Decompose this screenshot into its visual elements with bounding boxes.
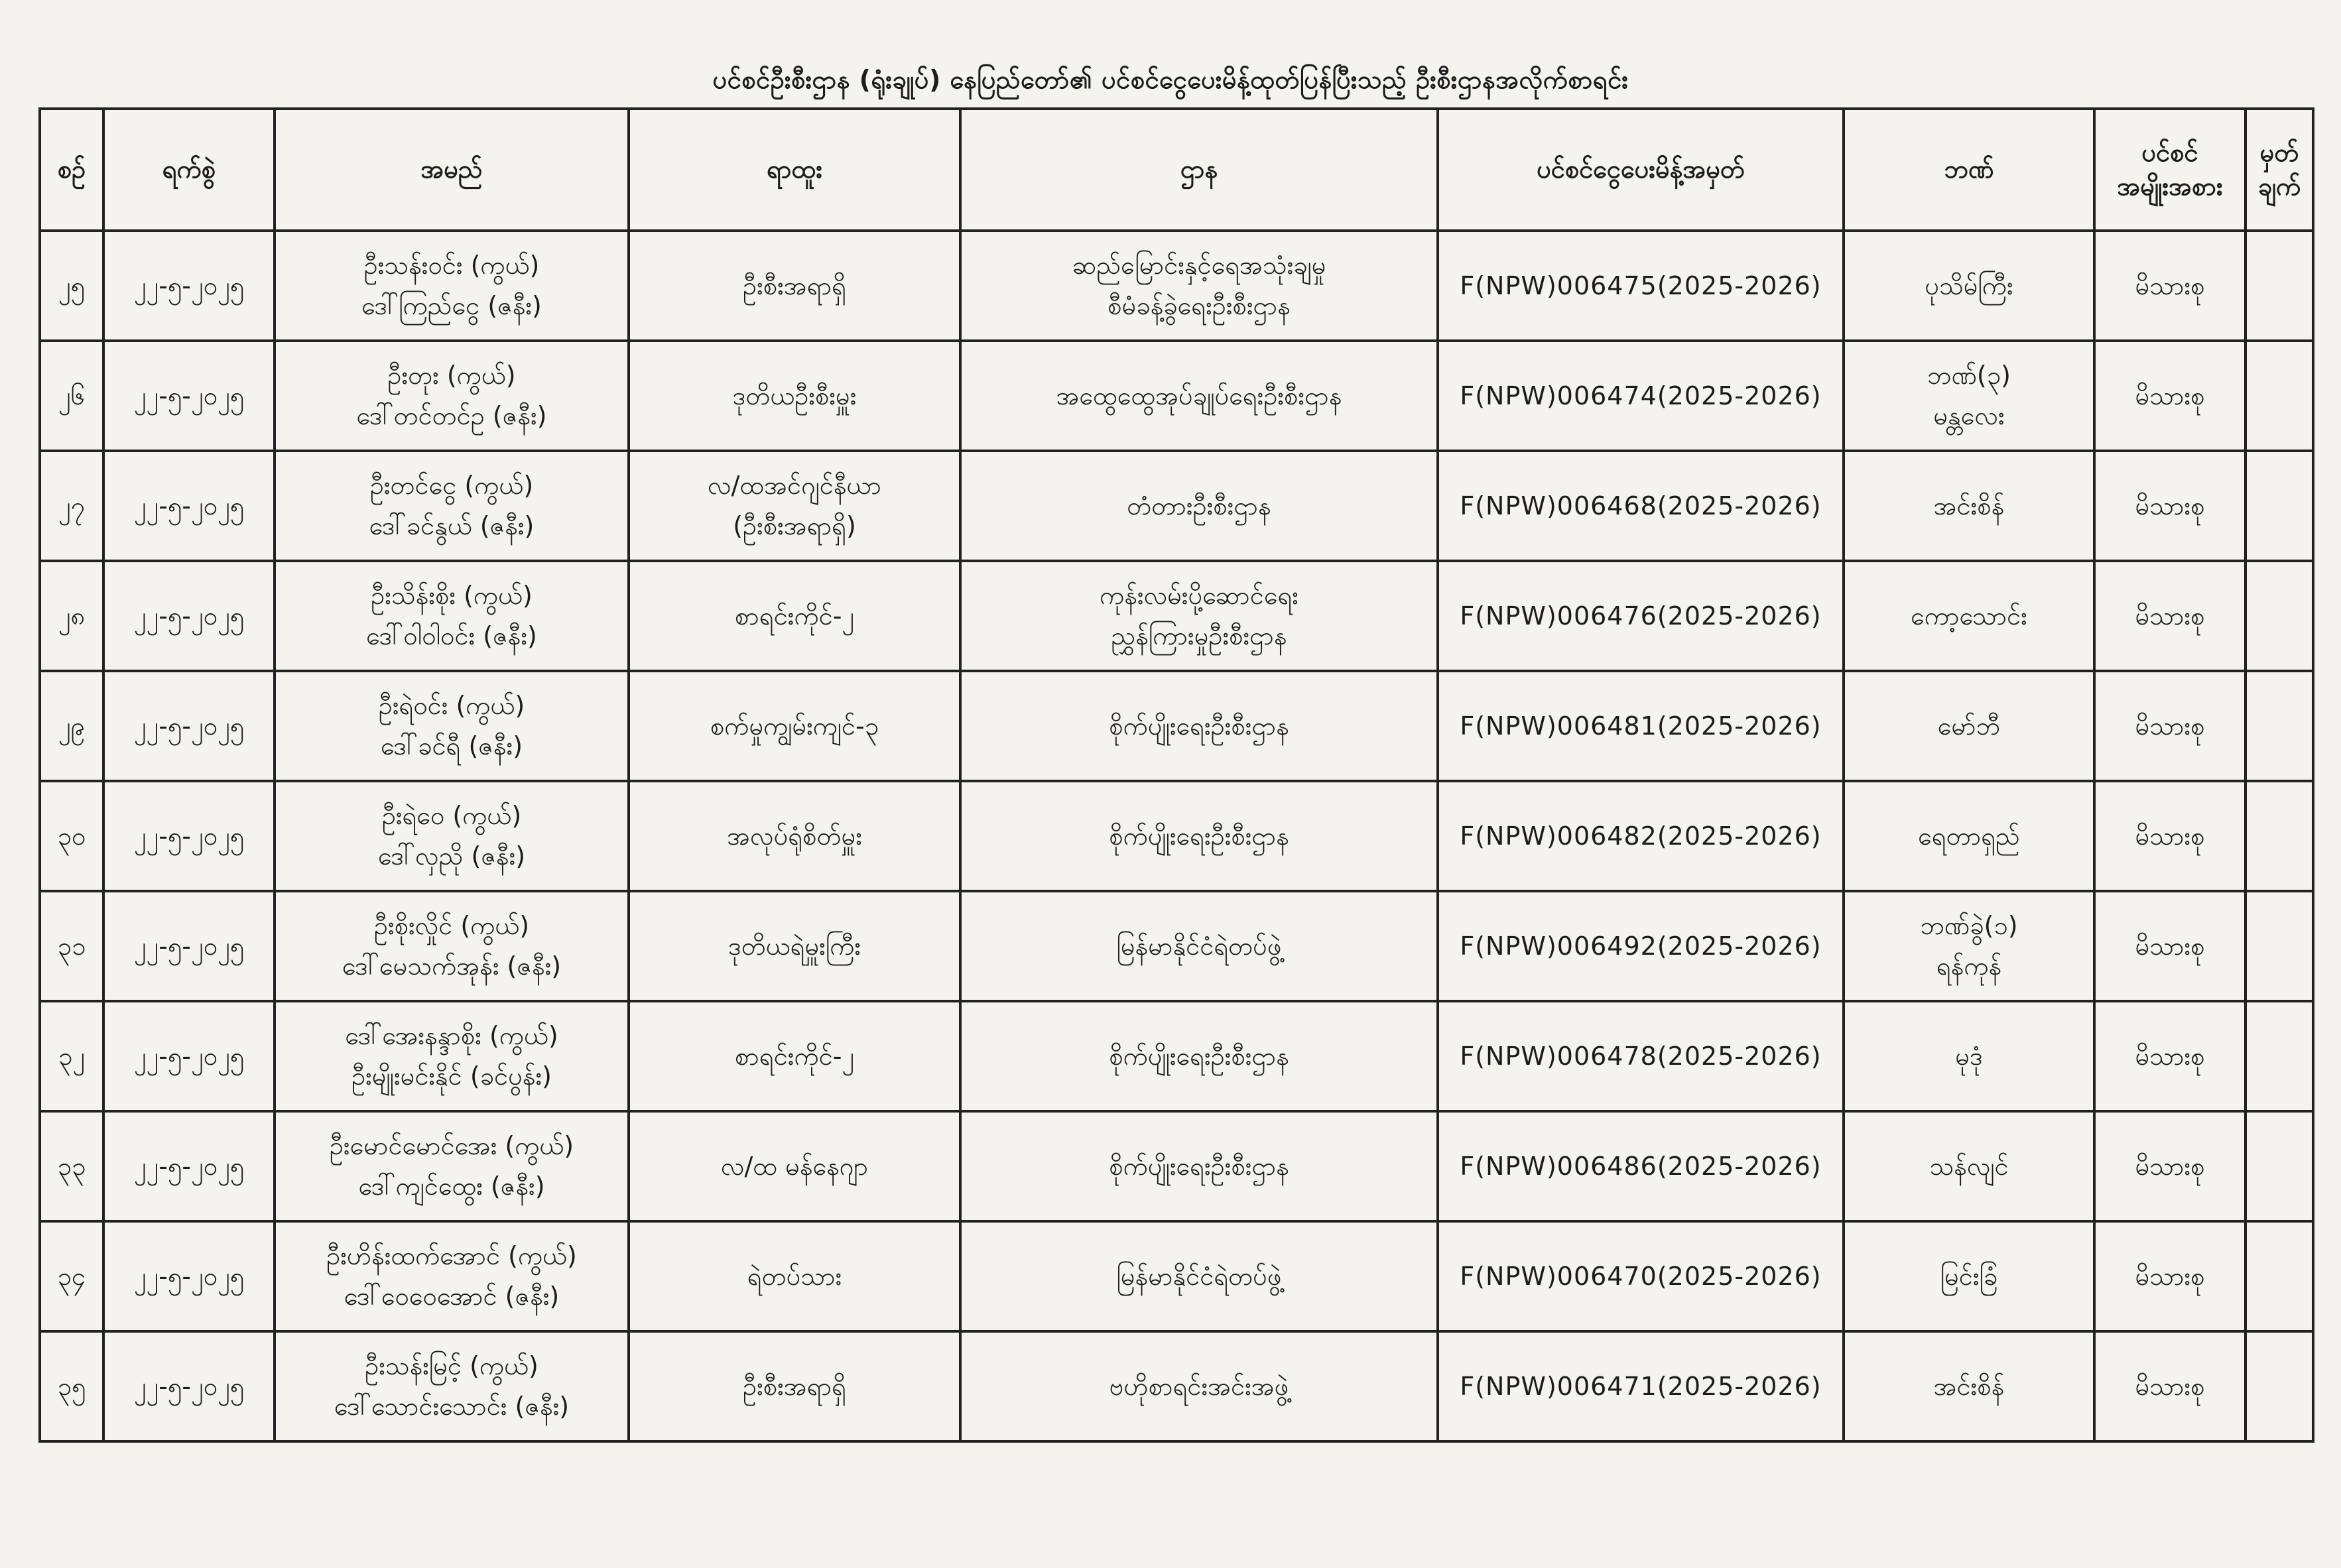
row-number: ၂၇ — [40, 451, 103, 561]
date-cell: ၂၂-၅-၂၀၂၅ — [103, 781, 275, 891]
permit-number-cell: F(NPW)006481(2025-2026) — [1438, 671, 1844, 781]
permit-number-cell: F(NPW)006482(2025-2026) — [1438, 781, 1844, 891]
beneficiary-name: ဒေါ်ဝါဝါဝင်း (ဇနီး) — [366, 621, 537, 650]
header-label: ပင်စင်ငွေပေးမိန့်အမှတ် — [1537, 154, 1745, 184]
table-row — [40, 1331, 2313, 1441]
bank-cell — [1844, 451, 2094, 561]
bank-text: ဘဏ်(၃) — [1927, 361, 2011, 391]
date-cell: ၂၂-၅-၂၀၂၅ — [103, 1001, 275, 1111]
header-date — [103, 109, 275, 231]
pension-type-cell: မိသားစု — [2094, 891, 2246, 1001]
deceased-name: ဦးစိုးလှိုင် (ကွယ်) — [373, 911, 530, 941]
date-cell: ၂၂-၅-၂၀၂၅ — [103, 891, 275, 1001]
beneficiary-name: ဒေါ်ကြည်ငွေ (ဇနီး) — [361, 291, 542, 320]
rank-text: (ဦးစီးအရာရှိ) — [733, 511, 856, 540]
date-cell: ၂၂-၅-၂၀၂၅ — [103, 341, 275, 451]
remark-cell — [2246, 671, 2313, 781]
header-name — [275, 109, 629, 231]
rank-text: လ/ထ မန်နေဂျာ — [720, 1151, 869, 1181]
bank-cell — [1844, 781, 2094, 891]
header-label: ရက်စွဲ — [162, 154, 216, 184]
date-cell: ၂၂-၅-၂၀၂၅ — [103, 1331, 275, 1441]
beneficiary-name: ဒေါ်ဝေဝေအောင် (ဇနီး) — [344, 1282, 560, 1311]
bank-text: ဘဏ်ခွဲ(၁) — [1920, 911, 2018, 941]
department-text: မြန်မာနိုင်ငံရဲတပ်ဖွဲ့ — [1116, 931, 1282, 961]
remark-cell — [2246, 341, 2313, 451]
name-cell — [275, 891, 629, 1001]
beneficiary-name: ဒေါ်သောင်းသောင်း (ဇနီး) — [334, 1392, 570, 1421]
row-number: ၃၂ — [40, 1001, 103, 1111]
permit-number-cell: F(NPW)006471(2025-2026) — [1438, 1331, 1844, 1441]
department-text: စိုက်ပျိုးရေးဦးစီးဌာန — [1109, 711, 1289, 741]
remark-cell — [2246, 1221, 2313, 1331]
bank-cell — [1844, 1111, 2094, 1221]
bank-text: အင်းစိန် — [1933, 491, 2005, 520]
rank-text: ဒုတိယရဲမှူးကြီး — [728, 931, 861, 961]
department-text: ဆည်မြောင်းနှင့်ရေအသုံးချမှု — [1072, 251, 1326, 280]
header-label: ချက် — [2257, 172, 2301, 201]
bank-text: သန်လျင် — [1929, 1151, 2009, 1181]
date-cell: ၂၂-၅-၂၀၂၅ — [103, 231, 275, 341]
row-number: ၃၃ — [40, 1111, 103, 1221]
remark-cell — [2246, 1111, 2313, 1221]
bank-text: မော်ဘီ — [1937, 711, 2001, 741]
rank-text: စက်မှုကျွမ်းကျင်-၃ — [710, 711, 879, 741]
row-number: ၃၅ — [40, 1331, 103, 1441]
table-row — [40, 341, 2313, 451]
header-no — [40, 109, 103, 231]
permit-number-cell: F(NPW)006468(2025-2026) — [1438, 451, 1844, 561]
beneficiary-name: ဦးမျိုးမင်းနိုင် (ခင်ပွန်း) — [351, 1061, 552, 1091]
table-row — [40, 781, 2313, 891]
table-body — [40, 231, 2313, 1441]
department-text: စိုက်ပျိုးရေးဦးစီးဌာန — [1109, 1041, 1289, 1071]
deceased-name: ဒေါ်အေးနန္ဒာစိုး (ကွယ်) — [345, 1021, 558, 1051]
beneficiary-name: ဒေါ်တင်တင်ဥ (ဇနီး) — [356, 401, 547, 430]
row-number: ၂၅ — [40, 231, 103, 341]
permit-number-cell: F(NPW)006478(2025-2026) — [1438, 1001, 1844, 1111]
page-title: ပင်စင်ဦးစီးဌာန (ရုံးချုပ်) နေပြည်တော်၏ ပင်စင်ငွေပေးမိန့်ထုတ်ပြန်ပြီးသည့် ဦးစီးဌာနအလိုက်စာရင်း — [712, 65, 1629, 94]
header-rank — [629, 109, 960, 231]
pension-type-cell: မိသားစု — [2094, 561, 2246, 671]
permit-number-cell: F(NPW)006474(2025-2026) — [1438, 341, 1844, 451]
name-cell — [275, 231, 629, 341]
rank-cell — [629, 231, 960, 341]
department-text: ကုန်းလမ်းပို့ဆောင်ရေး — [1100, 581, 1298, 611]
rank-text: စာရင်းကိုင်-၂ — [734, 1041, 855, 1071]
table-row — [40, 1221, 2313, 1331]
deceased-name: ဦးရဲဝင်း (ကွယ်) — [378, 691, 525, 721]
name-cell — [275, 1221, 629, 1331]
table-row — [40, 231, 2313, 341]
pension-type-cell: မိသားစု — [2094, 231, 2246, 341]
name-cell — [275, 1001, 629, 1111]
header-pension-type — [2094, 109, 2246, 231]
name-cell — [275, 671, 629, 781]
header-label: ပင်စင် — [2141, 137, 2198, 167]
deceased-name: ဦးတုး (ကွယ်) — [387, 361, 516, 391]
date-cell: ၂၂-၅-၂၀၂၅ — [103, 451, 275, 561]
pension-type-cell: မိသားစု — [2094, 341, 2246, 451]
pension-type-cell: မိသားစု — [2094, 1001, 2246, 1111]
department-cell — [960, 1331, 1438, 1441]
bank-cell — [1844, 1331, 2094, 1441]
header-label: အမျိုးအစား — [2117, 172, 2223, 201]
department-cell — [960, 1111, 1438, 1221]
bank-text: အင်းစိန် — [1933, 1371, 2005, 1401]
rank-text: လ/ထအင်ဂျင်နီယာ — [707, 471, 882, 501]
bank-text: ရန်ကုန် — [1936, 951, 2002, 981]
permit-number-cell: F(NPW)006475(2025-2026) — [1438, 231, 1844, 341]
bank-text: မုဒုံ — [1955, 1041, 1983, 1071]
date-cell: ၂၂-၅-၂၀၂၅ — [103, 671, 275, 781]
bank-text: ပုသိမ်ကြီး — [1925, 271, 2013, 300]
department-text: တံတားဦးစီးဌာန — [1127, 491, 1271, 520]
department-cell — [960, 561, 1438, 671]
department-cell — [960, 341, 1438, 451]
bank-text: မန္တလေး — [1933, 401, 2005, 430]
department-cell — [960, 781, 1438, 891]
rank-cell — [629, 1331, 960, 1441]
department-text: စိုက်ပျိုးရေးဦးစီးဌာန — [1109, 1151, 1289, 1181]
permit-number-cell: F(NPW)006492(2025-2026) — [1438, 891, 1844, 1001]
rank-cell — [629, 451, 960, 561]
header-permit-number — [1438, 109, 1844, 231]
row-number: ၃၄ — [40, 1221, 103, 1331]
row-number: ၂၉ — [40, 671, 103, 781]
deceased-name: ဦးသန်းမြင့် (ကွယ်) — [365, 1351, 538, 1381]
department-cell — [960, 451, 1438, 561]
deceased-name: ဦးသန်းဝင်း (ကွယ်) — [363, 251, 540, 280]
table-row — [40, 1111, 2313, 1221]
table-row — [40, 451, 2313, 561]
department-cell — [960, 1001, 1438, 1111]
deceased-name: ဦးမောင်မောင်အေး (ကွယ်) — [329, 1131, 574, 1161]
department-cell — [960, 231, 1438, 341]
rank-text: အလုပ်ရုံစိတ်မှူး — [727, 821, 862, 851]
deceased-name: ဦးသိန်းစိုး (ကွယ်) — [371, 581, 533, 611]
header-label: စဉ် — [57, 154, 86, 184]
rank-cell — [629, 1221, 960, 1331]
name-cell — [275, 1331, 629, 1441]
bank-cell — [1844, 1221, 2094, 1331]
beneficiary-name: ဒေါ်လှညို (ဇနီး) — [377, 841, 526, 871]
header-remark — [2246, 109, 2313, 231]
table-row — [40, 561, 2313, 671]
department-cell — [960, 1221, 1438, 1331]
permit-number-cell: F(NPW)006470(2025-2026) — [1438, 1221, 1844, 1331]
bank-text: မြင်းခြံ — [1940, 1261, 1998, 1291]
date-cell: ၂၂-၅-၂၀၂၅ — [103, 1221, 275, 1331]
remark-cell — [2246, 451, 2313, 561]
header-label: အမည် — [420, 154, 483, 184]
row-number: ၂၆ — [40, 341, 103, 451]
department-text: စီမံခန့်ခွဲရေးဦးစီးဌာန — [1107, 291, 1291, 320]
bank-cell — [1844, 671, 2094, 781]
date-cell: ၂၂-၅-၂၀၂၅ — [103, 1111, 275, 1221]
bank-text: ရေတာရှည် — [1918, 821, 2020, 851]
department-text: ညွှန်ကြားမှုဦးစီးဌာန — [1111, 621, 1287, 650]
department-text: ဗဟိုစာရင်းအင်းအဖွဲ့ — [1109, 1371, 1289, 1401]
rank-text: ဦးစီးအရာရှိ — [743, 1371, 846, 1401]
name-cell — [275, 561, 629, 671]
rank-text: ရဲတပ်သား — [747, 1261, 842, 1291]
bank-cell — [1844, 231, 2094, 341]
header-department — [960, 109, 1438, 231]
remark-cell — [2246, 891, 2313, 1001]
department-text: စိုက်ပျိုးရေးဦးစီးဌာန — [1109, 821, 1289, 851]
beneficiary-name: ဒေါ်ခင်နွယ် (ဇနီး) — [369, 511, 535, 540]
pension-type-cell: မိသားစု — [2094, 781, 2246, 891]
row-number: ၃၁ — [40, 891, 103, 1001]
department-text: မြန်မာနိုင်ငံရဲတပ်ဖွဲ့ — [1116, 1261, 1282, 1291]
pension-type-cell: မိသားစု — [2094, 1111, 2246, 1221]
table-row — [40, 891, 2313, 1001]
rank-cell — [629, 561, 960, 671]
row-number: ၂၈ — [40, 561, 103, 671]
beneficiary-name: ဒေါ်မေသက်အုန်း (ဇနီး) — [342, 951, 562, 981]
bank-cell — [1844, 561, 2094, 671]
beneficiary-name: ဒေါ်ကျင်ထွေး (ဇနီး) — [358, 1172, 545, 1201]
header-label: ဌာန — [1180, 154, 1218, 184]
table-row — [40, 671, 2313, 781]
header-label: မှတ် — [2259, 137, 2299, 167]
rank-text: စာရင်းကိုင်-၂ — [734, 601, 855, 631]
remark-cell — [2246, 781, 2313, 891]
deceased-name: ဦးတင်ငွေ (ကွယ်) — [369, 471, 534, 501]
permit-number-cell: F(NPW)006486(2025-2026) — [1438, 1111, 1844, 1221]
header-label: ဘဏ် — [1944, 154, 1994, 184]
rank-cell — [629, 1111, 960, 1221]
header-label: ရာထူး — [767, 154, 822, 184]
rank-cell — [629, 671, 960, 781]
beneficiary-name: ဒေါ်ခင်ရီ (ဇနီး) — [380, 731, 523, 760]
rank-cell — [629, 781, 960, 891]
remark-cell — [2246, 231, 2313, 341]
name-cell — [275, 1111, 629, 1221]
row-number: ၃၀ — [40, 781, 103, 891]
permit-number-cell: F(NPW)006476(2025-2026) — [1438, 561, 1844, 671]
rank-text: ဒုတိယဦးစီးမှူး — [732, 381, 857, 410]
remark-cell — [2246, 561, 2313, 671]
bank-cell — [1844, 1001, 2094, 1111]
pension-type-cell: မိသားစု — [2094, 1331, 2246, 1441]
pension-type-cell: မိသားစု — [2094, 671, 2246, 781]
name-cell — [275, 451, 629, 561]
bank-cell — [1844, 341, 2094, 451]
bank-cell — [1844, 891, 2094, 1001]
rank-text: ဦးစီးအရာရှိ — [743, 271, 846, 300]
remark-cell — [2246, 1331, 2313, 1441]
pension-type-cell: မိသားစု — [2094, 1221, 2246, 1331]
department-cell — [960, 891, 1438, 1001]
name-cell — [275, 781, 629, 891]
pension-type-cell: မိသားစု — [2094, 451, 2246, 561]
remark-cell — [2246, 1001, 2313, 1111]
table-header — [40, 109, 2313, 231]
rank-cell — [629, 341, 960, 451]
deceased-name: ဦးရဲဝေ (ကွယ်) — [381, 801, 522, 831]
rank-cell — [629, 1001, 960, 1111]
header-bank — [1844, 109, 2094, 231]
department-cell — [960, 671, 1438, 781]
table-row — [40, 1001, 2313, 1111]
department-text: အထွေထွေအုပ်ချုပ်ရေးဦးစီးဌာန — [1056, 381, 1342, 410]
date-cell: ၂၂-၅-၂၀၂၅ — [103, 561, 275, 671]
pension-table — [38, 107, 2314, 1443]
name-cell — [275, 341, 629, 451]
rank-cell — [629, 891, 960, 1001]
bank-text: ကော့သောင်း — [1911, 601, 2027, 631]
deceased-name: ဦးဟိန်းထက်အောင် (ကွယ်) — [326, 1241, 577, 1271]
